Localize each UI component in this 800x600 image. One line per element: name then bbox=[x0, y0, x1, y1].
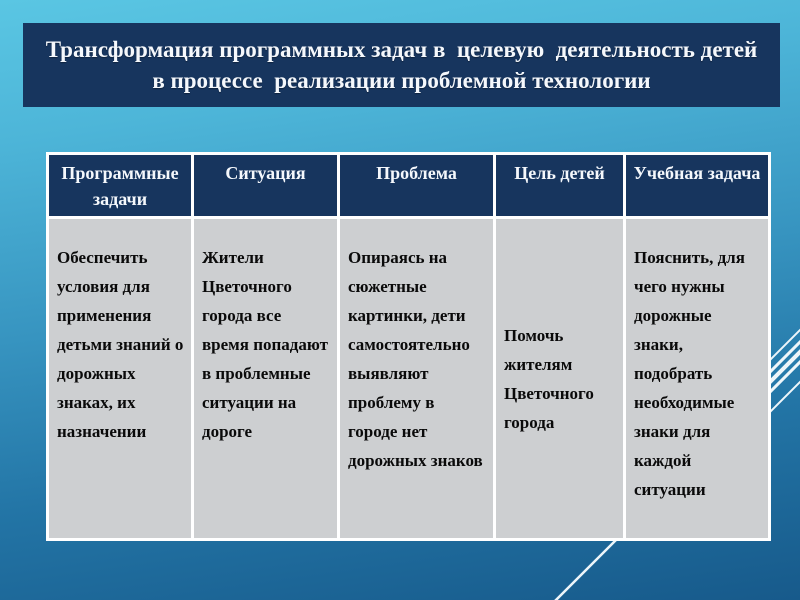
col-header-children-goal: Цель детей bbox=[495, 154, 625, 218]
slide-title-line-1: Трансформация программных задач в целевую деятельность детей bbox=[45, 37, 758, 62]
cell-problem: Опираясь на сюжетные картинки, дети самостоятельно выявляют проблему в городе нет дорожных знаков bbox=[339, 218, 495, 540]
cell-learning-task: Пояснить, для чего нужны дорожные знаки, подобрать необходимые знаки для каждой ситуации bbox=[625, 218, 770, 540]
transformation-table bbox=[46, 152, 771, 541]
table-header-row bbox=[48, 154, 770, 218]
col-header-situation: Ситуация bbox=[193, 154, 339, 218]
col-header-problem: Проблема bbox=[339, 154, 495, 218]
cell-program-tasks: Обеспечить условия для применения детьми знаний о дорожных знаках, их назначении bbox=[48, 218, 193, 540]
table-row bbox=[48, 218, 770, 540]
slide-title-line-2: в процессе реализации проблемной технологии bbox=[152, 68, 651, 93]
col-header-learning-task: Учебная задача bbox=[625, 154, 770, 218]
col-header-program-tasks: Программные задачи bbox=[48, 154, 193, 218]
cell-children-goal: Помочь жителям Цветочного города bbox=[495, 218, 625, 540]
cell-situation: Жители Цветочного города все время попадают в проблемные ситуации на дороге bbox=[193, 218, 339, 540]
slide-title-box bbox=[23, 23, 780, 107]
